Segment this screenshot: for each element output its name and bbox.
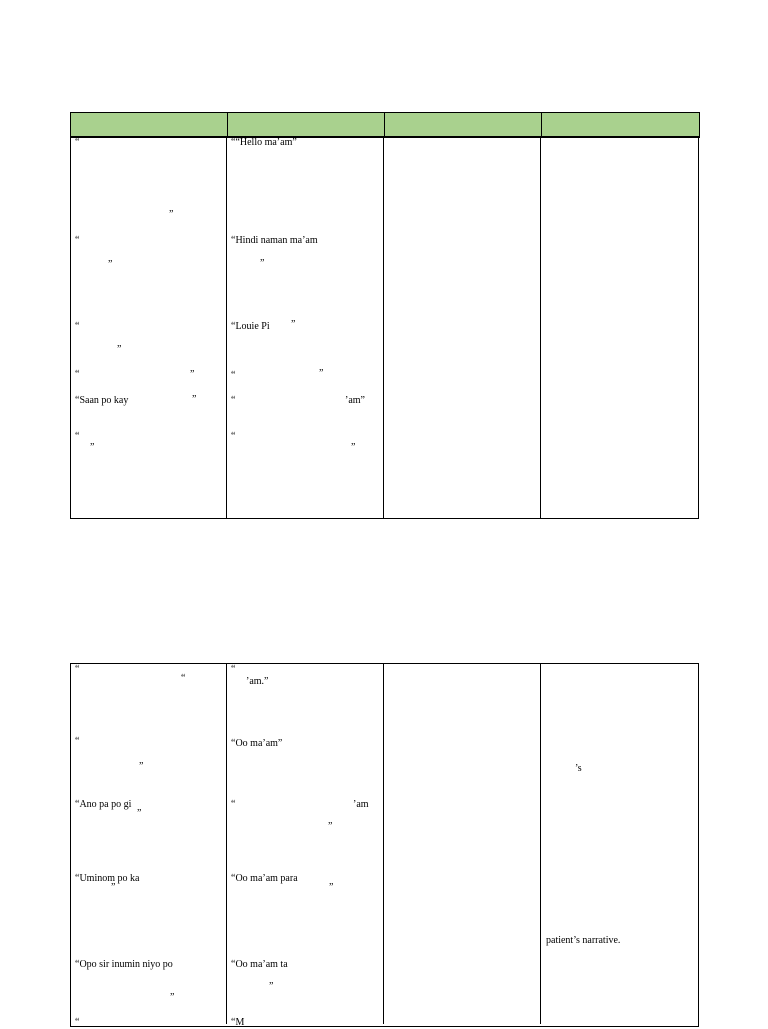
header-divider <box>384 113 385 137</box>
interaction-table-1 <box>70 112 699 519</box>
patient-line: “ <box>231 370 236 381</box>
patient-line: ’am <box>353 799 369 810</box>
nurse-line: ” <box>90 442 95 453</box>
patient-line: ’am.” <box>246 676 269 687</box>
nurse-line: “ <box>75 736 80 747</box>
nurse-line: “ <box>75 369 80 380</box>
nurse-line: ” <box>192 394 197 405</box>
patient-line: “Oo ma’am ta <box>231 959 288 970</box>
nurse-line: ” <box>137 808 142 819</box>
patient-line: ” <box>351 442 356 453</box>
patient-line: ’am” <box>345 395 365 406</box>
patient-line: ” <box>319 368 324 379</box>
column-divider <box>226 136 227 519</box>
patient-line: “Hindi naman ma’am <box>231 235 318 246</box>
nurse-line: “ <box>75 664 80 675</box>
column-divider <box>540 663 541 1024</box>
nurse-line: “ <box>75 1017 80 1028</box>
header-divider <box>541 113 542 137</box>
patient-line: “Oo ma’am para <box>231 873 298 884</box>
patient-line: ” <box>291 319 296 330</box>
column-divider <box>540 136 541 519</box>
nurse-line: “ <box>181 673 186 684</box>
column-divider <box>383 663 384 1024</box>
nurse-line: ” <box>139 761 144 772</box>
table-body <box>70 136 699 519</box>
analysis-line: patient’s narrative. <box>546 935 621 946</box>
patient-line: “Oo ma’am” <box>231 738 283 749</box>
nurse-line: “ <box>75 321 80 332</box>
table-header-row <box>70 112 700 138</box>
interaction-table-2 <box>70 663 699 1028</box>
patient-line: “ <box>231 799 236 810</box>
nurse-line: ” <box>190 369 195 380</box>
header-divider <box>227 113 228 137</box>
nurse-line: ” <box>111 882 116 893</box>
nurse-line: “Saan po kay <box>75 395 129 406</box>
analysis-line: ’s <box>575 763 582 774</box>
patient-line: “ <box>231 431 236 442</box>
column-divider <box>226 663 227 1024</box>
patient-line: “ <box>231 664 236 675</box>
nurse-line: “Uminom po ka <box>75 873 140 884</box>
nurse-line: “ <box>75 137 80 148</box>
patient-line: ” <box>269 981 274 992</box>
patient-line: ” <box>328 821 333 832</box>
nurse-line: ” <box>108 259 113 270</box>
column-divider <box>383 136 384 519</box>
nurse-line: ” <box>117 344 122 355</box>
patient-line: ” <box>260 258 265 269</box>
nurse-line: “ <box>75 235 80 246</box>
table-body <box>70 663 699 1027</box>
patient-line: ” <box>329 882 334 893</box>
nurse-line: “Ano pa po gi <box>75 799 132 810</box>
patient-line: “Louie Pi <box>231 321 270 332</box>
nurse-line: “Opo sir inumin niyo po <box>75 959 173 970</box>
patient-line: “ <box>231 395 236 406</box>
nurse-line: ” <box>170 992 175 1003</box>
patient-line: ““Hello ma’am” <box>231 137 297 148</box>
nurse-line: “ <box>75 431 80 442</box>
patient-line: “M <box>231 1017 245 1028</box>
nurse-line: ” <box>169 209 174 220</box>
